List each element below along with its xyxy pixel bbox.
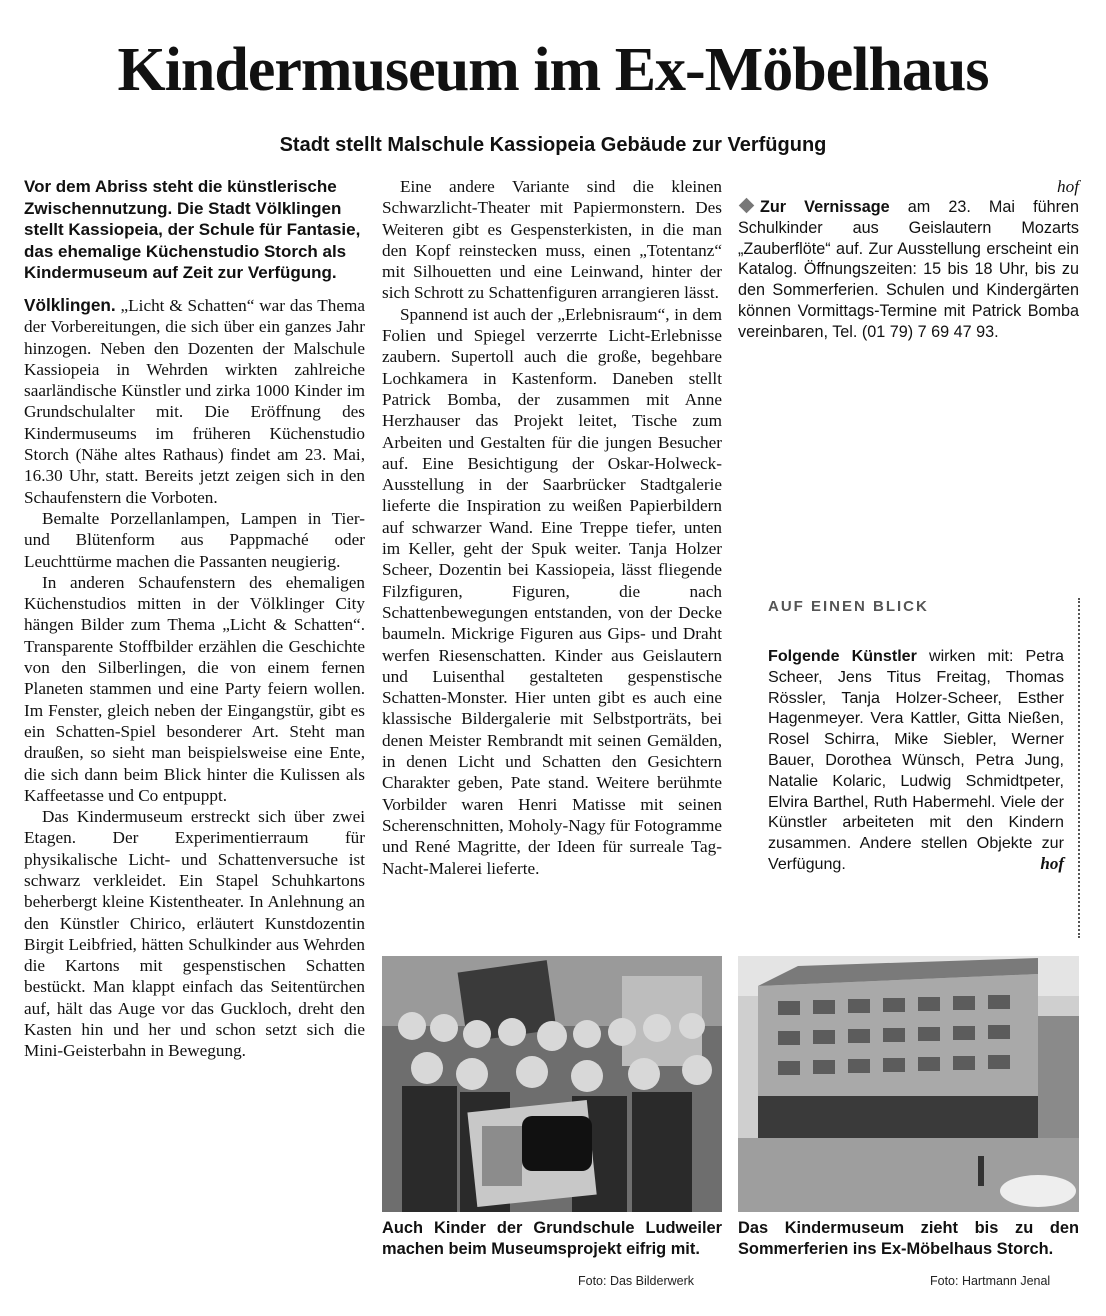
vernissage-label: Zur Vernissage: [760, 198, 890, 217]
article-signature-line: [738, 176, 1079, 197]
children-photo-image: [382, 956, 722, 1212]
article-column-1: [24, 176, 365, 1062]
building-photo-image: [738, 956, 1079, 1212]
building-photo: [738, 956, 1079, 1212]
body-paragraph-1: [24, 295, 365, 508]
diamond-bullet-icon: [739, 198, 755, 214]
info-box-text: [768, 646, 1064, 875]
author-signature: hof: [1057, 177, 1079, 196]
children-photo-credit: Foto: Das Bilderwerk: [578, 1274, 695, 1288]
headline: Kindermuseum im Ex-Möbelhaus: [117, 36, 989, 104]
body-paragraph-6: Spannend ist auch der „Erlebnisraum“, in dem Folien und Spiegel verzerrte Licht-Erlebnisse zaubern. Supertoll auch die große, begehbare Lochkamera in Kastenform. Daneben stellt Patrick Bomba, der zusammen mit Anne Herzhauser das Projekt leitet, Tische zum Arbeiten und Gestalten für die jungen Besucher auf. Eine Besichtigung der Oskar-Holweck-Ausstellung in der Saarbrücker Stadtgalerie lieferte die Inspiration zu weißen Papierbildern auf schwarzer Wand. Eine Treppe tiefer, unten im Keller, geht der Spuk weiter. Tanja Holzer Scheer, Dozentin bei Kassiopeia, lässt fliegende Filzfiguren, Figuren, die nach Schattenbewegungen entstanden, von der Decke baumeln. Mickrige Figuren aus Gips- und Draht werfen Riesenschatten. Kinder aus Geislautern und Luisenthal gestalteten gespenstische Schatten-Monster. Hier unten gibt es auch eine klassische Bildergalerie mit Selbstporträts, bei denen Meister Rembrandt mit seinen Gemälden, in denen Licht und Schatten den Gesichtern Charakter geben, Pate stand. Weitere berühmte Vorbilder waren Henri Matisse mit seinen Scherenschnitten, Moholy-Nagy für Fotogramme und René Magritte, der Ideen für surreale Tag-Nacht-Malerei lieferte.: [382, 304, 722, 878]
info-box: [738, 598, 1080, 938]
body-paragraph-1-text: „Licht & Schatten“ war das Thema der Vorbereitungen, die sich über ein ganzes Jahr hinzogen. Neben den Dozenten der Malschule Kassiopeia in Wehrden wirkten zahlreiche saarländische Künstler und zirka 1000 Kinder im Grundschulalter mit. Die Eröffnung des Kindermuseums im früheren Küchenstudio Storch (Nähe altes Rathaus) findet am 23. Mai, 16.30 Uhr, statt. Bereits jetzt zeigen sich in den Schaufenstern die Vorboten.: [24, 295, 365, 507]
vernissage-note: [738, 197, 1079, 342]
vernissage-text: am 23. Mai führen Schulkinder aus Geislautern Mozarts „Zauberflöte“ auf. Zur Ausstellung erscheint ein Katalog. Öffnungszeiten: 15 bis 18 Uhr, bis zu den Sommerferien. Schulen und Kindergärten können Vormittags-Termine mit Patrick Bomba vereinbaren, Tel. (01 79) 7 69 47 93.: [738, 198, 1079, 341]
body-paragraph-5: Eine andere Variante sind die kleinen Schwarzlicht-Theater mit Papiermonstern. Des Weiteren gibt es Gespensterkisten, in die man den Kopf reinstecken muss, einen „Totentanz“ mit Silhouetten und eine Leinwand, hinter der sich Schrott zu Schattenfiguren arrangieren lässt.: [382, 177, 722, 303]
body-paragraph-3: In anderen Schaufenstern des ehemaligen Küchenstudios mitten in der Völklinger City hängen Bilder zum Thema „Licht & Schatten“. Transparente Stoffbilder erzählen die Geschichte von den Silberlingen, die von einem fernen Planeten stammen und eine Party feiern wollen. Im Fenster, gleich neben der Eingangstür, gibt es ein Schatten-Spiel besonderer Art. Steht man draußen, so sieht man beispielsweise eine Ente, die sich dann beim Blick hinter die Kulissen als Kaffeetasse und Co entpuppt.: [24, 572, 365, 805]
lead-paragraph: Vor dem Abriss steht die künstlerische Zwischennutzung. Die Stadt Völklingen stellt Kassiopeia, der Schule für Fantasie, das ehemalige Küchenstudio Storch als Kindermuseum auf Zeit zur Verfügung.: [24, 177, 361, 283]
dateline: Völklingen.: [24, 294, 116, 315]
article-column-3: [738, 176, 1079, 342]
children-photo: [382, 956, 722, 1212]
article-column-2: [382, 176, 722, 879]
children-photo-caption: Auch Kinder der Grundschule Ludweiler machen beim Museumsprojekt eifrig mit.: [382, 1219, 722, 1258]
body-paragraph-4: Das Kindermuseum erstreckt sich über zwei Etagen. Der Experimentierraum für physikalische Licht- und Schattenversuche ist schwarz verkleidet. Ein Stapel Schuhkartons beherbergt kleine Kistentheater. In Anlehnung an den Künstler Chirico, erläutert Kunstdozentin Birgit Leibfried, hätten Schulkinder aus Wehrden die Kartons mit gespenstischen Schatten bestückt. Man klappt einfach das Seitentürchen auf, hält das Auge vor das Guckloch, dreht den Kasten hin und her und schon setzt sich die Mini-Geisterbahn in Bewegung.: [24, 807, 365, 1061]
building-photo-credit: Foto: Hartmann Jenal: [930, 1274, 1051, 1288]
subheadline: Stadt stellt Malschule Kassiopeia Gebäude zur Verfügung: [279, 134, 827, 156]
building-photo-caption: Das Kindermuseum zieht bis zu den Sommerferien ins Ex-Möbelhaus Storch.: [738, 1219, 1079, 1258]
body-paragraph-2: Bemalte Porzellanlampen, Lampen in Tier- und Blütenform aus Pappmaché oder Leuchttürme machen die Passanten neugierig.: [24, 508, 365, 571]
info-box-body: wirken mit: Petra Scheer, Jens Titus Freitag, Thomas Rössler, Tanja Holzer-Scheer, Esther Hagenmeyer. Vera Kattler, Gitta Nießen, Rosel Schirra, Mike Siebler, Werner Bauer, Dorothea Wünsch, Petra Jung, Natalie Kolaric, Ludwig Schmidtpeter, Elvira Barthel, Ruth Habermehl. Viele der Künstler arbeiteten mit den Kindern zusammen. Andere stellen Objekte zur Verfügung.: [768, 647, 1064, 873]
info-box-signature: hof: [1040, 853, 1064, 873]
info-box-title: AUF EINEN BLICK: [768, 598, 929, 615]
info-box-label: Folgende Künstler: [768, 647, 917, 665]
